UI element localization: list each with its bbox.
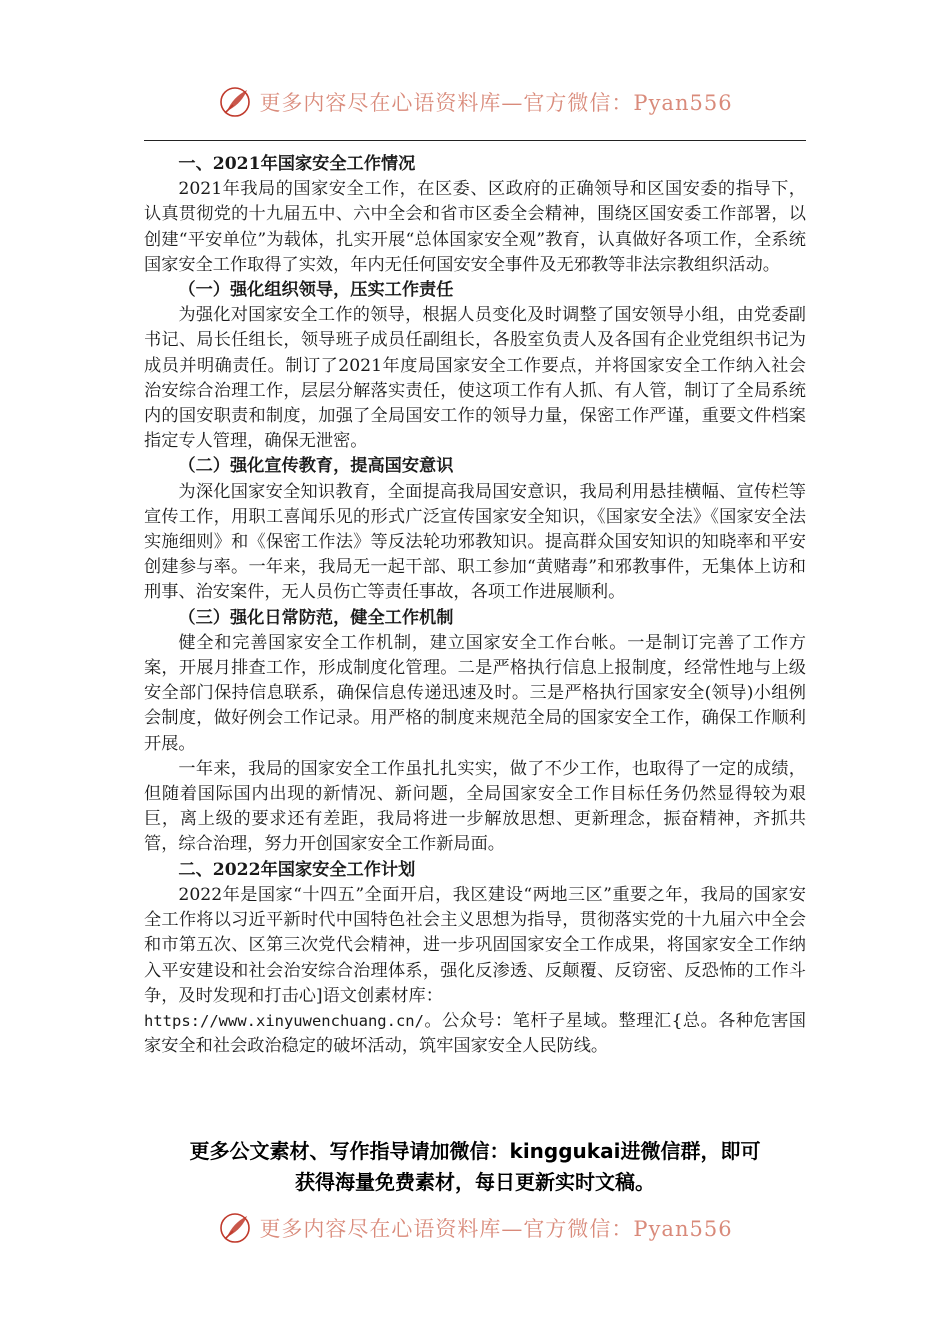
section2-text-a: 2022年是国家“十四五”全面开启，我区建设“两地三区”重要之年，我局的国家安全工作将以习近平新时代中国特色社会主义思想为指导，贯彻落实党的十九届六中全会和市第五次、区第三次党代会精神，进一步巩固国家安全工作成果，将国家安全工作纳入平安建设和社会治安综合治理体系，强化反渗透、反颠覆、反窃密、反恐怖的工作斗争，及时发现和打击心]语文创素材库： bbox=[144, 884, 806, 1006]
footer-watermark-text: 更多内容尽在心语资料库—官方微信：Pyan556 bbox=[259, 1217, 733, 1241]
section1-heading: 一、2021年国家安全工作情况 bbox=[178, 154, 416, 174]
subsection1-paragraph: 为强化对国家安全工作的领导，根据人员变化及时调整了国安领导小组，由党委副书记、局长任组长，领导班子成员任副组长，各股室负责人及各国有企业党组织书记为成员并明确责任。制订了2021年度局国家安全工作要点，并将国家安全工作纳入社会治安综合治理工作，层层分解落实责任，使这项工作有人抓、有人管，制订了全局系统内的国安职责和制度，加强了全局国安工作的领导力量，保密工作严谨，重要文件档案指定专人管理，确保无泄密。 bbox=[144, 305, 806, 452]
footer-watermark bbox=[0, 1210, 950, 1246]
header-watermark-text: 更多内容尽在心语资料库—官方微信：Pyan556 bbox=[259, 91, 733, 115]
promo-block bbox=[144, 1136, 806, 1198]
subsection3-paragraph: 健全和完善国家安全工作机制，建立国家安全工作台帐。一是制订完善了工作方案，开展月排查工作，形成制度化管理。二是严格执行信息上报制度，经常性地与上级安全部门保持信息联系，确保信息传递迅速及时。三是严格执行国家安全(领导)小组例会制度，做好例会工作记录。用严格的制度来规范全局的国家安全工作，确保工作顺利开展。 bbox=[144, 632, 806, 754]
section1-intro-paragraph: 2021年我局的国家安全工作，在区委、区政府的正确领导和区国安委的指导下，认真贯彻党的十九届五中、六中全会和省市区委全会精神，围绕区国安委工作部署，以创建“平安单位”为载体，扎实开展“总体国家安全观”教育，认真做好各项工作，全系统国家安全工作取得了实效，年内无任何国安安全事件及无邪教等非法宗教组织活动。 bbox=[144, 179, 806, 275]
feather-pen-logo-icon bbox=[217, 1210, 253, 1246]
section2-paragraph bbox=[144, 883, 806, 1059]
section2-url: https://www.xinyuwenchuang.cn/ bbox=[144, 1011, 424, 1030]
feather-pen-logo-icon bbox=[217, 84, 253, 120]
subsection2-heading: （二）强化宣传教育，提高国安意识 bbox=[178, 456, 454, 477]
header-watermark bbox=[0, 84, 950, 120]
subsection3-heading: （三）强化日常防范，健全工作机制 bbox=[178, 607, 454, 628]
header-divider bbox=[144, 140, 806, 141]
document-body bbox=[144, 152, 806, 1059]
promo-line-2: 获得海量免费素材，每日更新实时文稿。 bbox=[295, 1170, 655, 1194]
section2-text-b: 。公众号：笔杆子星域。整理汇{总。各种危害国家安全和社会政治稳定的破坏活动，筑牢国家安全人民防线。 bbox=[144, 1010, 806, 1057]
subsection1-heading: （一）强化组织领导，压实工作责任 bbox=[178, 280, 454, 301]
summary-paragraph: 一年来，我局的国家安全工作虽扎扎实实，做了不少工作，也取得了一定的成绩，但随着国际国内出现的新情况、新问题，全局国家安全工作目标任务仍然显得较为艰巨，离上级的要求还有差距，我局将进一步解放思想、更新理念，振奋精神，齐抓共管，综合治理，努力开创国家安全工作新局面。 bbox=[144, 758, 806, 855]
subsection2-paragraph: 为深化国家安全知识教育，全面提高我局国安意识，我局利用悬挂横幅、宣传栏等宣传工作，用职工喜闻乐见的形式广泛宣传国家安全知识，《国家安全法》《国家安全法实施细则》和《保密工作法》等反法轮功邪教知识。提高群众国安知识的知晓率和平安创建参与率。一年来，我局无一起干部、职工参加“黄赌毒”和邪教事件，无集体上访和刑事、治安案件，无人员伤亡等责任事故，各项工作进展顺利。 bbox=[144, 481, 806, 603]
section2-heading: 二、2022年国家安全工作计划 bbox=[178, 859, 416, 880]
promo-line-1: 更多公文素材、写作指导请加微信：kinggukai进微信群，即可 bbox=[189, 1139, 761, 1163]
